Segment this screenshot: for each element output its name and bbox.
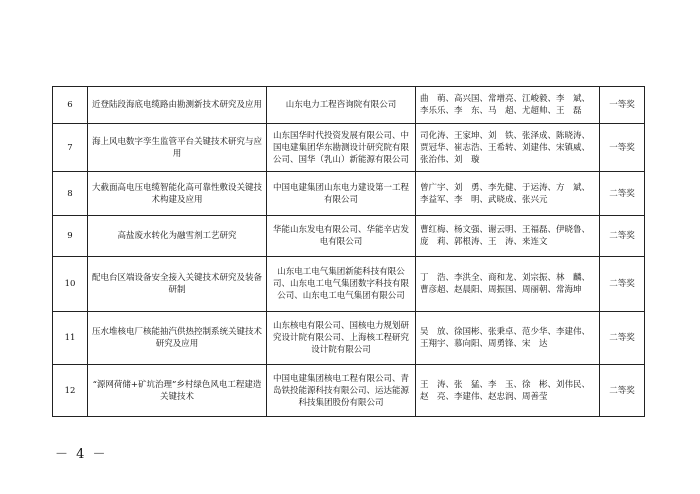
awards-table: [52, 86, 645, 417]
project-name: 压水堆核电厂核能抽汽供热控制系统关键技术研究及应用: [88, 312, 267, 365]
completing-unit: 山东国华时代投资发展有限公司、中国电建集团华东勘测设计研究院有限公司、国华（乳山）新能源有限公司: [267, 124, 416, 172]
project-name: 高盐废水转化为融雪剂工艺研究: [88, 216, 267, 257]
row-number: 11: [53, 312, 88, 365]
table-row: [53, 365, 645, 417]
table-row: [53, 216, 645, 257]
completing-people: 王 涛、张 猛、李 玉、徐 彬、刘伟民、赵 亮、李建伟、赵忠润、周善莹: [416, 365, 600, 417]
completing-unit: 山东电工电气集团新能科技有限公司、山东电工电气集团数字科技有限公司、山东电工电气集团有限公司: [267, 257, 416, 312]
completing-unit: 山东电力工程咨询院有限公司: [267, 87, 416, 124]
completing-unit: 中国电建集团核电工程有限公司、青岛铁投能源科技有限公司、运达能源科技集团股份有限公司: [267, 365, 416, 417]
row-number: 8: [53, 172, 88, 216]
completing-people: 吴 放、徐国彬、张秉卓、范少华、李建伟、王翔宇、慕向阳、周勇锋、宋 达: [416, 312, 600, 365]
row-number: 12: [53, 365, 88, 417]
award-level: 二等奖: [600, 365, 645, 417]
award-level: 二等奖: [600, 216, 645, 257]
award-level: 二等奖: [600, 257, 645, 312]
row-number: 9: [53, 216, 88, 257]
row-number: 7: [53, 124, 88, 172]
project-name: 海上风电数字孪生监管平台关键技术研究与应用: [88, 124, 267, 172]
project-name: “源网荷储+矿坑治理”乡村绿色风电工程建造关键技术: [88, 365, 267, 417]
completing-unit: 山东核电有限公司、国核电力规划研究设计院有限公司、上海核工程研究设计院有限公司: [267, 312, 416, 365]
table-row: [53, 172, 645, 216]
completing-people: 曹红梅、杨文强、谢云明、王福磊、伊晓鲁、庞 莉、郭根涛、王 涛、来连文: [416, 216, 600, 257]
completing-people: 曾广宇、刘 勇、李先健、于运涛、方 斌、李益军、李 明、武晓成、张兴元: [416, 172, 600, 216]
table-row: [53, 312, 645, 365]
award-level: 二等奖: [600, 172, 645, 216]
table-row: [53, 87, 645, 124]
awards-table-body: [53, 87, 645, 417]
table-row: [53, 124, 645, 172]
row-number: 6: [53, 87, 88, 124]
row-number: 10: [53, 257, 88, 312]
award-level: 一等奖: [600, 87, 645, 124]
award-level: 二等奖: [600, 312, 645, 365]
completing-people: 曲 萌、高兴国、常增亮、江峻毅、李 斌、李乐乐、李 东、马 超、尤超帅、王 磊: [416, 87, 600, 124]
award-level: 一等奖: [600, 124, 645, 172]
page-number: － 4 －: [55, 447, 108, 462]
table-row: [53, 257, 645, 312]
completing-unit: 中国电建集团山东电力建设第一工程有限公司: [267, 172, 416, 216]
completing-people: 丁 浩、李洪全、商和龙、刘宗振、林 麟、曹彦超、赵晨阳、周振国、周丽朝、常海坤: [416, 257, 600, 312]
completing-people: 司化涛、王家坤、刘 铁、张泽成、陈晓涛、贾冠华、崔志浩、王希转、刘建伟、宋镇威、张治伟、刘 璇: [416, 124, 600, 172]
completing-unit: 华能山东发电有限公司、华能辛店发电有限公司: [267, 216, 416, 257]
project-name: 配电台区端设备安全接入关键技术研究及装备研制: [88, 257, 267, 312]
project-name: 大截面高电压电缆智能化高可靠性敷设关键技术构建及应用: [88, 172, 267, 216]
project-name: 近登陆段海底电缆路由勘测新技术研究及应用: [88, 87, 267, 124]
